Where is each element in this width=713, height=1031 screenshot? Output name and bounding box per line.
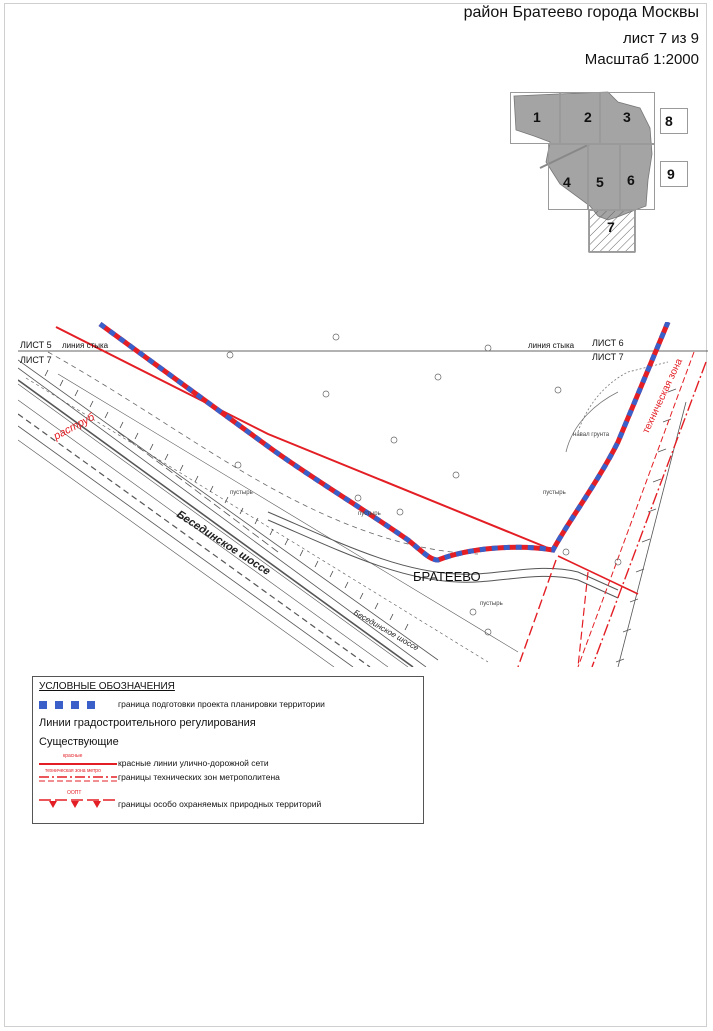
sheet-number: лист 7 из 9: [623, 30, 699, 47]
label-junction-left: линия стыка: [62, 341, 109, 350]
legend-planning-text: граница подготовки проекта планировки территории: [118, 699, 325, 709]
label-soil-dump: навал грунта: [573, 432, 610, 438]
index-label-9: 9: [667, 166, 675, 182]
legend-protected-symbol: [39, 797, 117, 809]
district-title: район Братеево города Москвы: [463, 4, 699, 21]
road-bundle: [18, 360, 518, 667]
map-canvas: [18, 322, 708, 667]
embankment-edge: [566, 392, 618, 452]
legend-protected-text: границы особо охраняемых природных территорий: [118, 799, 322, 809]
legend-protected-tag: ООПТ: [67, 790, 82, 796]
label-sheet6: ЛИСТ 6: [592, 338, 624, 348]
legend-red-text: красные линии улично-дорожной сети: [118, 758, 269, 768]
label-junction-right: линия стыка: [528, 341, 575, 350]
sheet-index-map: [500, 88, 705, 260]
index-label-3: 3: [623, 109, 631, 125]
label-sheet7-right: ЛИСТ 7: [592, 352, 624, 362]
label-sheet7-left: ЛИСТ 7: [20, 355, 52, 365]
red-line-south: [518, 560, 556, 667]
index-cell-2[interactable]: [560, 92, 600, 144]
label-wasteland-2: пустырь: [358, 511, 381, 517]
legend-metro-tag: техническая зона метро: [45, 768, 101, 774]
legend-regulation-heading: Линии градостроительного регулирования: [39, 717, 256, 729]
index-label-8: 8: [665, 113, 673, 129]
label-sheet5: ЛИСТ 5: [20, 340, 52, 350]
index-cell-6[interactable]: [620, 144, 655, 210]
scale-label: Масштаб 1:2000: [584, 51, 699, 68]
tech-zone-label: техническая зона: [640, 357, 686, 436]
index-label-7: 7: [607, 219, 615, 235]
map-symbols: [227, 334, 621, 635]
index-label-2: 2: [584, 109, 592, 125]
legend-existing-heading: Существующие: [39, 736, 119, 748]
legend-planning-symbol: [39, 700, 109, 710]
main-map: [18, 322, 708, 667]
metro-zone-line: [592, 362, 706, 667]
legend-red-symbol: [39, 761, 117, 767]
red-line-street: [56, 327, 548, 548]
legend-title: УСЛОВНЫЕ ОБОЗНАЧЕНИЯ: [39, 681, 175, 692]
index-label-6: 6: [627, 172, 635, 188]
road-name-main: Бесединское шоссе: [174, 508, 273, 578]
index-label-5: 5: [596, 174, 604, 190]
label-wasteland-1: пустырь: [230, 490, 253, 496]
label-wasteland-4: пустырь: [480, 601, 503, 607]
label-wasteland-3: пустырь: [543, 490, 566, 496]
index-cell-5[interactable]: [588, 144, 620, 210]
road-ramp-label: раструб: [51, 411, 97, 443]
index-label-1: 1: [533, 109, 541, 125]
legend-metro-text: границы технических зон метрополитена: [118, 772, 280, 782]
legend-red-tag: красные: [63, 753, 83, 759]
legend-metro-symbol: [39, 775, 117, 783]
index-label-4: 4: [563, 174, 571, 190]
legend: [32, 676, 424, 824]
road-name-secondary: Бесединское шоссе: [352, 607, 421, 653]
place-name: БРАТЕЕВО: [413, 569, 481, 584]
road-ticks: [45, 370, 408, 630]
